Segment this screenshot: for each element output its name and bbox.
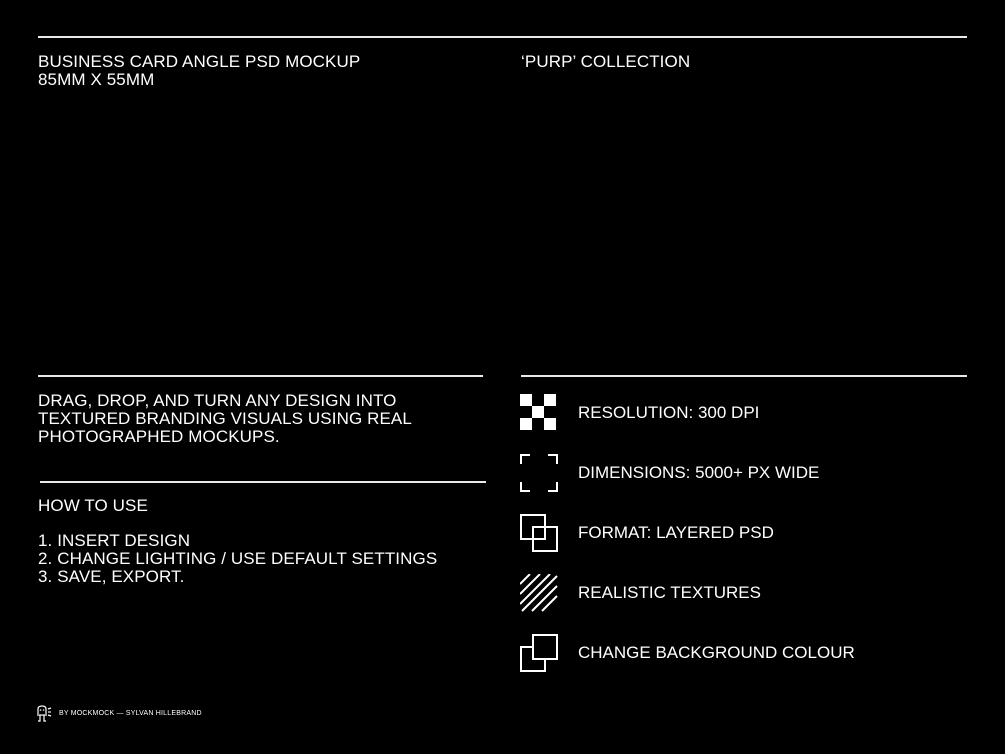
frame-corners-icon — [520, 454, 558, 492]
feature-resolution — [520, 394, 980, 434]
mockmock-logo-icon — [36, 705, 52, 723]
product-size: 85MM X 55MM — [38, 70, 155, 89]
collection-title: ‘PURP’ COLLECTION — [521, 52, 691, 71]
left-mid-divider — [38, 375, 483, 377]
top-divider — [38, 36, 967, 38]
feature-label: DIMENSIONS: 5000+ PX WIDE — [578, 463, 820, 482]
how-to-heading: HOW TO USE — [38, 496, 148, 515]
how-to-steps — [38, 532, 437, 586]
feature-background — [520, 634, 980, 674]
description-line: TEXTURED BRANDING VISUALS USING REAL — [38, 409, 412, 428]
how-to-step: 1. INSERT DESIGN — [38, 531, 191, 550]
right-mid-divider — [521, 375, 967, 377]
checkerboard-icon — [520, 394, 558, 432]
how-to-step: 3. SAVE, EXPORT. — [38, 567, 185, 586]
feature-format — [520, 514, 980, 554]
hatch-texture-icon — [520, 574, 558, 612]
feature-label: FORMAT: LAYERED PSD — [578, 523, 774, 542]
feature-dimensions — [520, 454, 980, 494]
feature-label: RESOLUTION: 300 DPI — [578, 403, 760, 422]
feature-label: CHANGE BACKGROUND COLOUR — [578, 643, 855, 662]
feature-label: REALISTIC TEXTURES — [578, 583, 761, 602]
how-to-step: 2. CHANGE LIGHTING / USE DEFAULT SETTINGS — [38, 549, 438, 568]
how-to-divider — [40, 481, 486, 483]
feature-textures — [520, 574, 980, 614]
description-line: PHOTOGRAPHED MOCKUPS. — [38, 427, 280, 446]
product-title: BUSINESS CARD ANGLE PSD MOCKUP — [38, 52, 361, 71]
product-heading — [38, 53, 360, 89]
description — [38, 392, 412, 446]
stacked-squares-icon — [520, 634, 558, 672]
layers-icon — [520, 514, 558, 552]
footer-credit: BY MOCKMOCK — SYLVAN HILLEBRAND — [59, 710, 202, 717]
description-line: DRAG, DROP, AND TURN ANY DESIGN INTO — [38, 391, 397, 410]
